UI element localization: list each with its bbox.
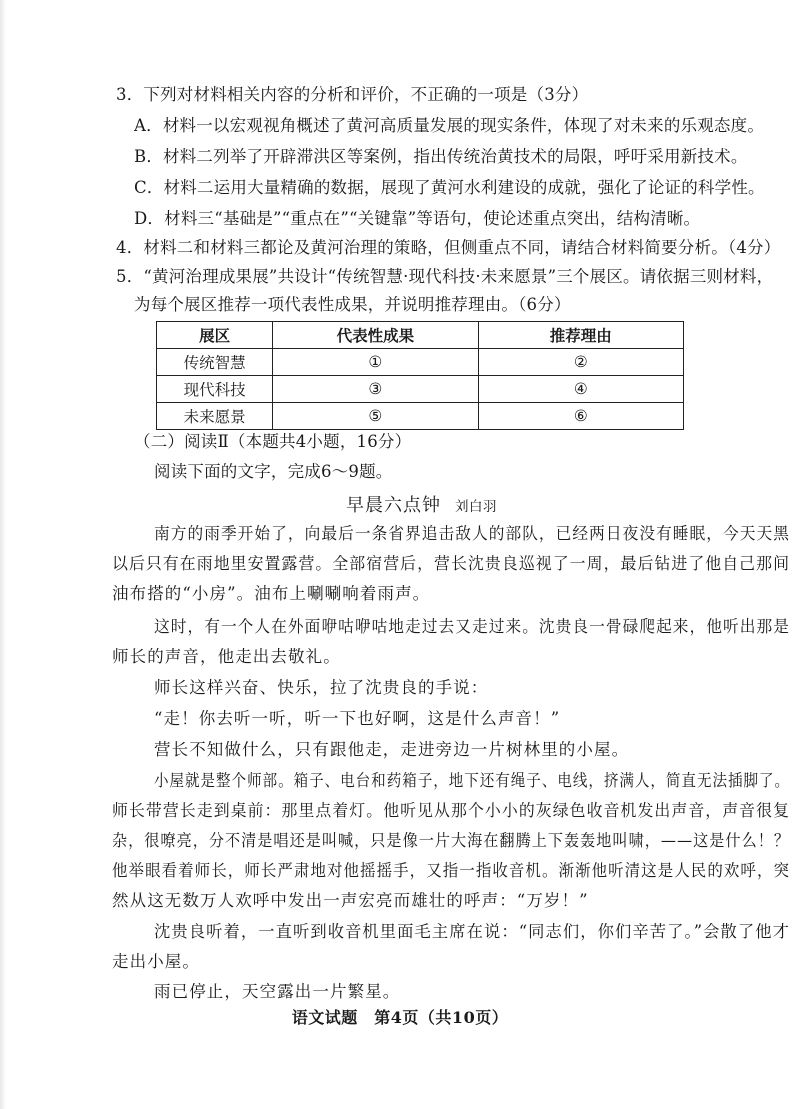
table-cell: 现代科技	[157, 376, 273, 403]
table-cell: ④	[478, 376, 683, 403]
story-title: 早晨六点钟	[346, 495, 441, 516]
table-cell: 未来愿景	[157, 403, 273, 430]
story-line: 走出小屋。	[112, 952, 200, 971]
table-cell: 传统智慧	[157, 349, 273, 376]
table-row	[157, 376, 684, 403]
story-line: 沈贵良听着，一直听到收音机里面毛主席在说：“同志们，你们辛苦了。”会散了他才	[154, 922, 790, 941]
page-footer: 语文试题 第4页（共10页）	[291, 1008, 509, 1027]
question-3-option-b: B．材料二列举了开辟滞洪区等案例，指出传统治黄技术的局限，呼吁采用新技术。	[134, 147, 748, 166]
question-4: 4．材料二和材料三都论及黄河治理的策略，但侧重点不同，请结合材料简要分析。（4分）	[116, 238, 781, 257]
story-line: 营长不知做什么，只有跟他走，走进旁边一片树林里的小屋。	[154, 740, 630, 759]
question-3-stem: 3．下列对材料相关内容的分析和评价，不正确的一项是（3分）	[116, 85, 589, 104]
story-line: 油布搭的“小房”。油布上唰唰响着雨声。	[112, 584, 431, 603]
section-2-instruction: 阅读下面的文字，完成6～9题。	[154, 462, 393, 481]
table-header-cell: 代表性成果	[273, 322, 478, 349]
story-line: 雨已停止，天空露出一片繁星。	[154, 982, 401, 1001]
story-line: 南方的雨季开始了，向最后一条省界追击敌人的部队，已经两日夜没有睡眠，今天天黑	[154, 524, 790, 543]
story-title-block	[346, 494, 497, 519]
question-5-line-2: 为每个展区推荐一项代表性成果，并说明推荐理由。（6分）	[134, 295, 571, 314]
table-header-cell: 展区	[157, 322, 273, 349]
scan-edge	[0, 0, 6, 1109]
question-5-line-1: 5．“黄河治理成果展”共设计“传统智慧·现代科技·未来愿景”三个展区。请依据三则材料，	[116, 267, 774, 286]
table-cell: ③	[273, 376, 478, 403]
story-line: 然从这无数万人欢呼中发出一声宏亮而雄壮的呼声：“万岁！”	[112, 891, 589, 910]
question-3-option-c: C．材料二运用大量精确的数据，展现了黄河水利建设的成就，强化了论证的科学性。	[134, 178, 765, 197]
story-line: 小屋就是整个师部。箱子、电台和药箱子，地下还有绳子、电线，挤满人，简直无法插脚了。	[154, 771, 791, 790]
table-cell: ⑤	[273, 403, 478, 430]
question-3-option-a: A．材料一以宏观视角概述了黄河高质量发展的现实条件，体现了对未来的乐观态度。	[134, 116, 765, 135]
table-header-row	[157, 322, 684, 349]
table-cell: ②	[478, 349, 683, 376]
story-line: 他举眼看着师长，师长严肃地对他摇摇手，又指一指收音机。渐渐他听清这是人民的欢呼，突	[112, 861, 791, 880]
story-line: 这时，有一个人在外面咿咕咿咕地走过去又走过来。沈贵良一骨碌爬起来，他听出那是	[154, 617, 790, 636]
section-2-heading: （二）阅读Ⅱ（本题共4小题，16分）	[134, 432, 412, 451]
story-line: 师长这样兴奋、快乐，拉了沈贵良的手说：	[154, 678, 489, 697]
question-3-option-d: D．材料三“基础是”“重点在”“关键靠”等语句，使论述重点突出，结构清晰。	[134, 209, 701, 228]
story-line: “走！你去听一听，听一下也好啊，这是什么声音！”	[154, 709, 561, 728]
story-line: 杂，很嘹亮，分不清是唱还是叫喊，只是像一片大海在翻腾上下轰轰地叫啸，——这是什么！？	[112, 831, 790, 850]
table-row	[157, 349, 684, 376]
table-cell: ①	[273, 349, 478, 376]
story-line: 师长的声音，他走出去敬礼。	[112, 647, 341, 666]
table-cell: ⑥	[478, 403, 683, 430]
story-author: 刘白羽	[455, 499, 497, 515]
story-line: 师长带营长走到桌前：那里点着灯。他听见从那个小小的灰绿色收音机发出声音，声音很复	[112, 801, 791, 820]
table-row	[157, 403, 684, 430]
exhibit-table	[156, 321, 684, 430]
table-header-cell: 推荐理由	[478, 322, 683, 349]
story-line: 以后只有在雨地里安置露营。全部宿营后，营长沈贵良巡视了一周，最后钻进了他自己那间	[112, 554, 791, 573]
